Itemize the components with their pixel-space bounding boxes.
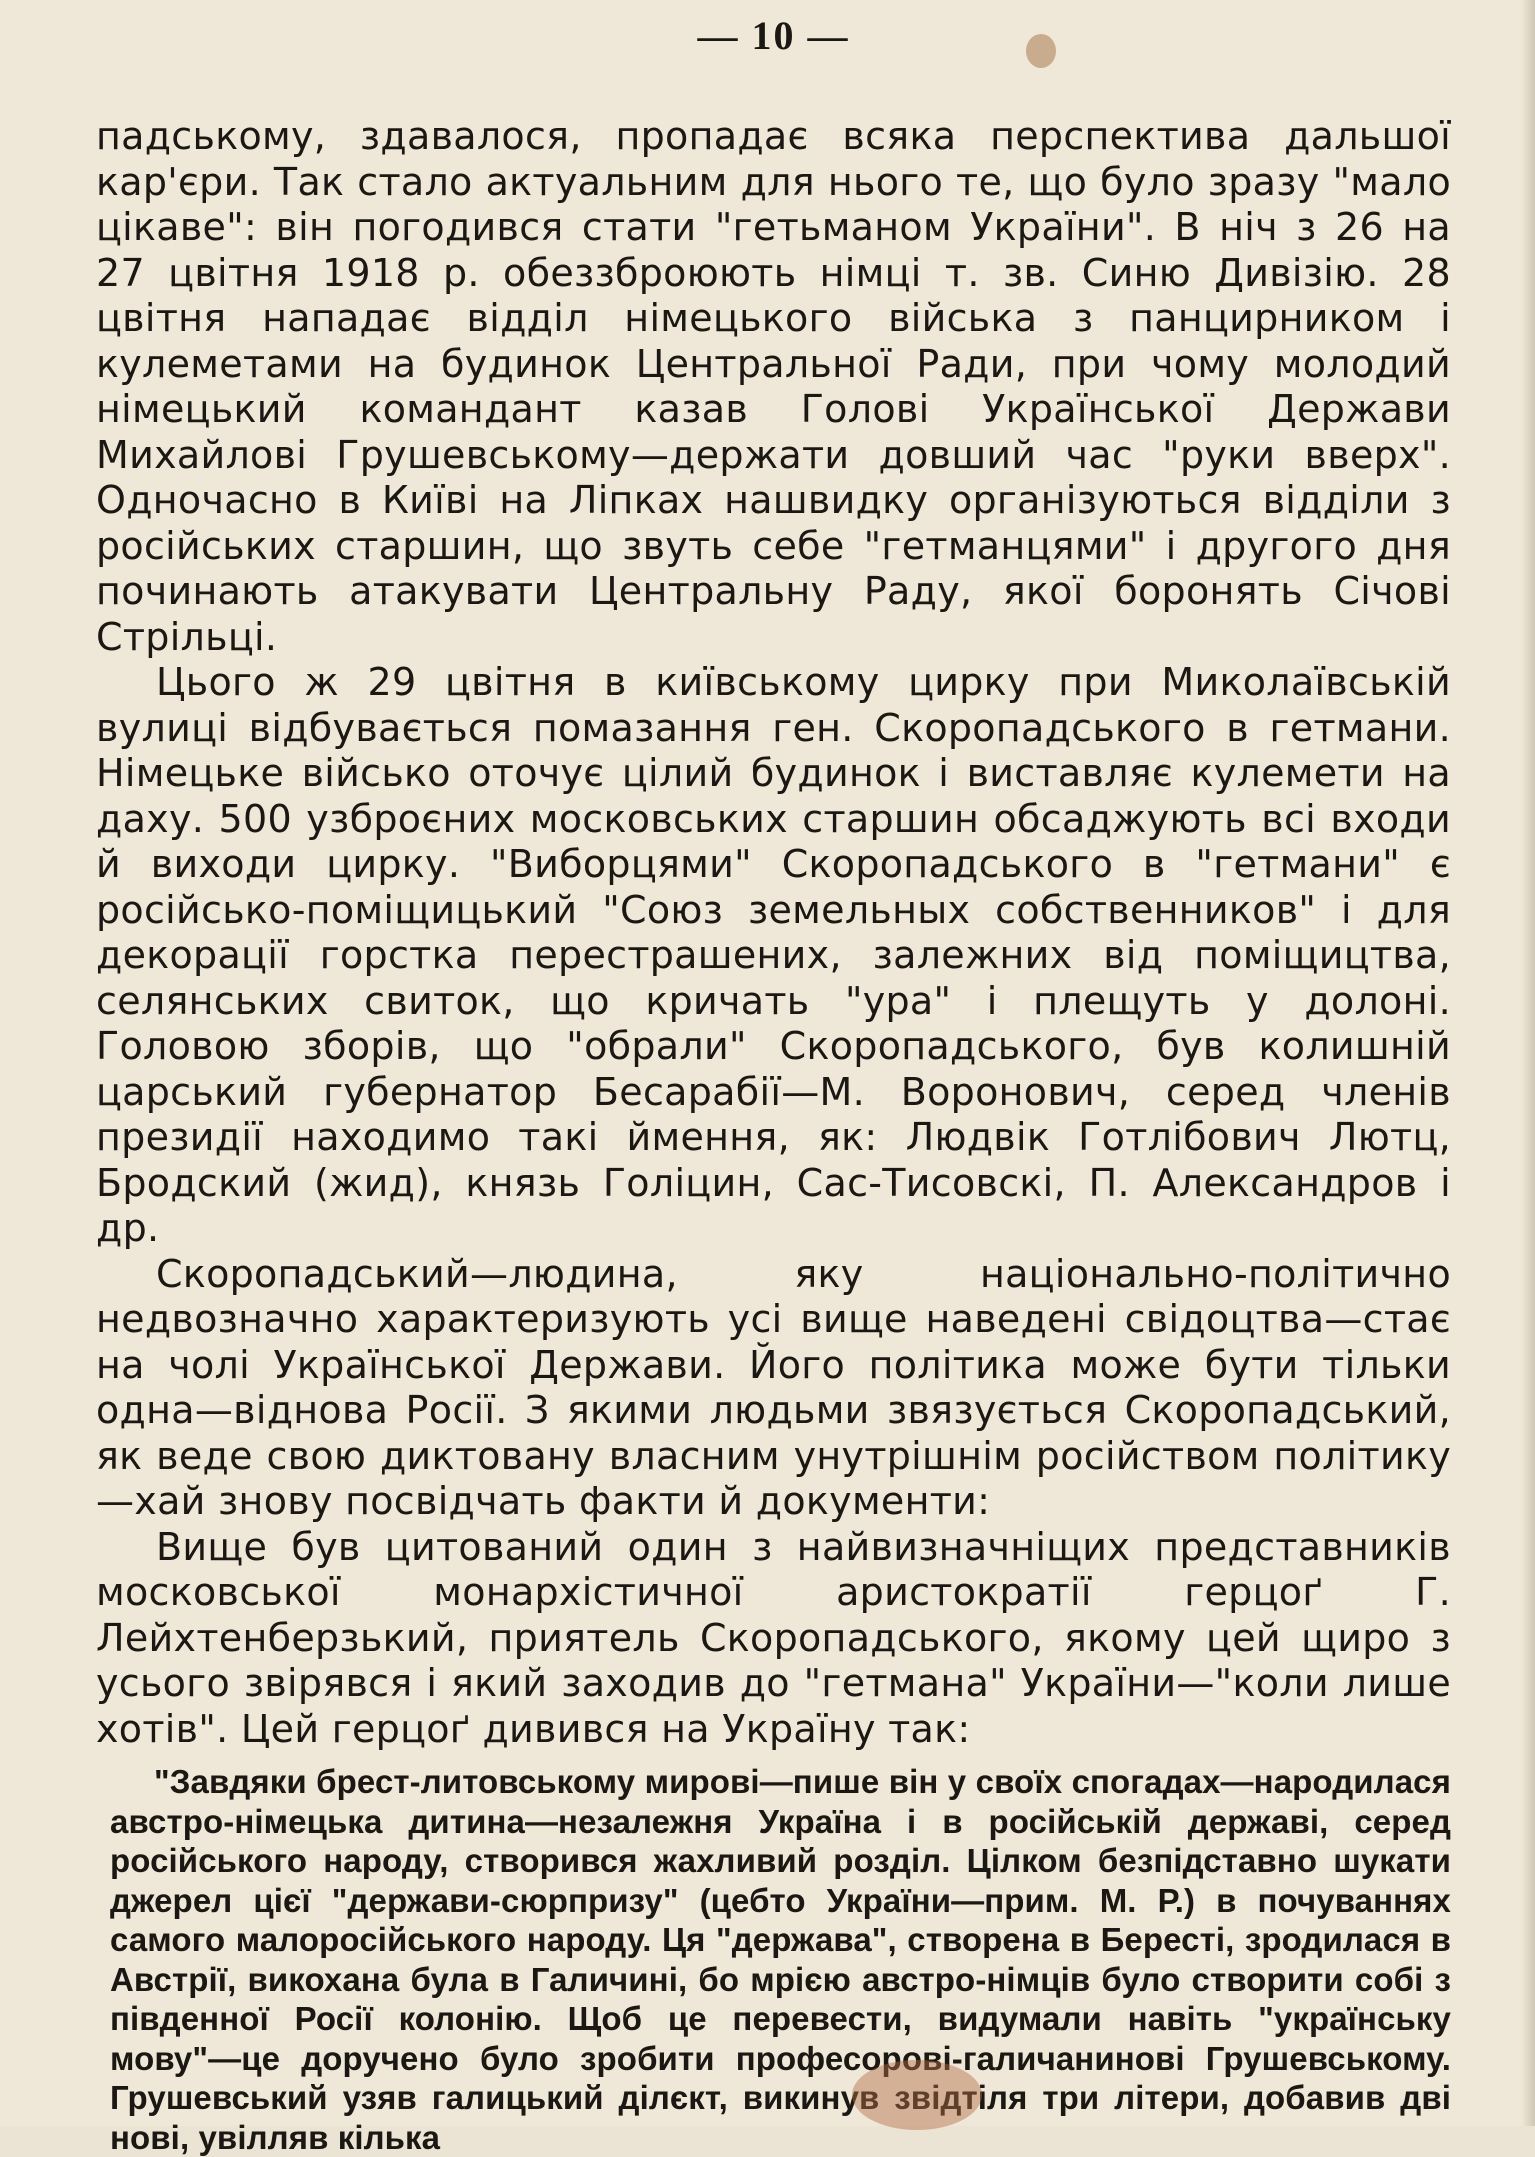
paragraph-4: Вище був цитований один з найвизначніщих представників московської монархістичної аристократії герцоґ Г. Лейхтенберзький, приятель Скоропадського, якому цей щиро з усього звірявся і який заходив до "гетмана" України—"коли лише хотів". Цей герцоґ дивився на Україну так: <box>96 1524 1451 1751</box>
page-edge-shadow <box>1521 0 1535 2126</box>
paragraph-2: Цього ж 29 цвітня в київському цирку при Миколаївській вулиці відбувається помазання ген. Скоропадського в гетмани. Німецьке військо оточує цілий будинок і виставляє кулемети на даху. 500 узброєних московських старшин обсаджують всі входи й виходи цирку. "Виборцями" Скоропадського в "гетмани" є російсько-поміщицький "Союз земельных собственников" і для декорації горстка перестрашених, залежних від поміщицтва, селянських свиток, що кричать "ура" і плещуть у долоні. Головою зборів, що "обрали" Скоропадського, був колишній царський губернатор Бесарабії—М. Воронович, серед членів президії находимо такі ймення, як: Людвік Готлібович Лютц, Бродский (жид), князь Голіцин, Сас-Тисовскі, П. Александров і др. <box>96 660 1451 1250</box>
paragraph-1: падському, здавалося, пропадає всяка перспектива дальшої кар'єри. Так стало актуальним для нього те, що було зразу "мало цікаве": він погодився стати "гетьманом України". В ніч з 26 на 27 цвітня 1918 р. обеззброюють німці т. зв. Синю Дивізію. 28 цвітня нападає відділ німецького війська з панцирником і кулеметами на будинок Центральної Ради, при чому молодий німецький командант казав Голові Української Держави Михайлові Грушевському—держати довший час "руки вверх". Одночасно в Київі на Ліпках нашвидку організуються відділи з російських старшин, що звуть себе "гетманцями" і другого дня починають атакувати Центральну Раду, якої боронять Січові Стрільці. <box>96 114 1451 659</box>
body-text <box>96 114 1451 1752</box>
paragraph-3: Скоропадський—людина, яку національно-політично недвозначно характеризують усі вище наведені свідоцтва—стає на чолі Української Держави. Його політика може бути тільки одна—віднова Росії. З якими людьми звязується Скоропадський, як веде свою диктовану власним унутрішнім російством політику—хай знову посвідчать факти й документи: <box>96 1251 1451 1523</box>
block-quote: "Завдяки брест-литовському мирові—пише він у своїх спогадах—народилася австро-німецька дитина—незалежня Україна і в російській державі, серед російського народу, створився жахливий розділ. Цілком безпідставно шукати джерел цієї "держави-сюрпризу" (цебто України—прим. М. Р.) в почуваннях самого малоросійського народу. Ця "держава", створена в Бересті, зродилася в Австрії, викохана була в Галичині, бо мрією австро-німців було створити собі з південної Росії колонію. Щоб це перевести, видумали навіть "українську мову"—це доручено було зробити професорові-галичанинові Грушевському. Грушевський узяв галицький ділєкт, викинув звідтіля три літери, добавив дві нові, увілляв кілька <box>110 1763 1451 2156</box>
page-number: — 10 — <box>697 13 850 58</box>
